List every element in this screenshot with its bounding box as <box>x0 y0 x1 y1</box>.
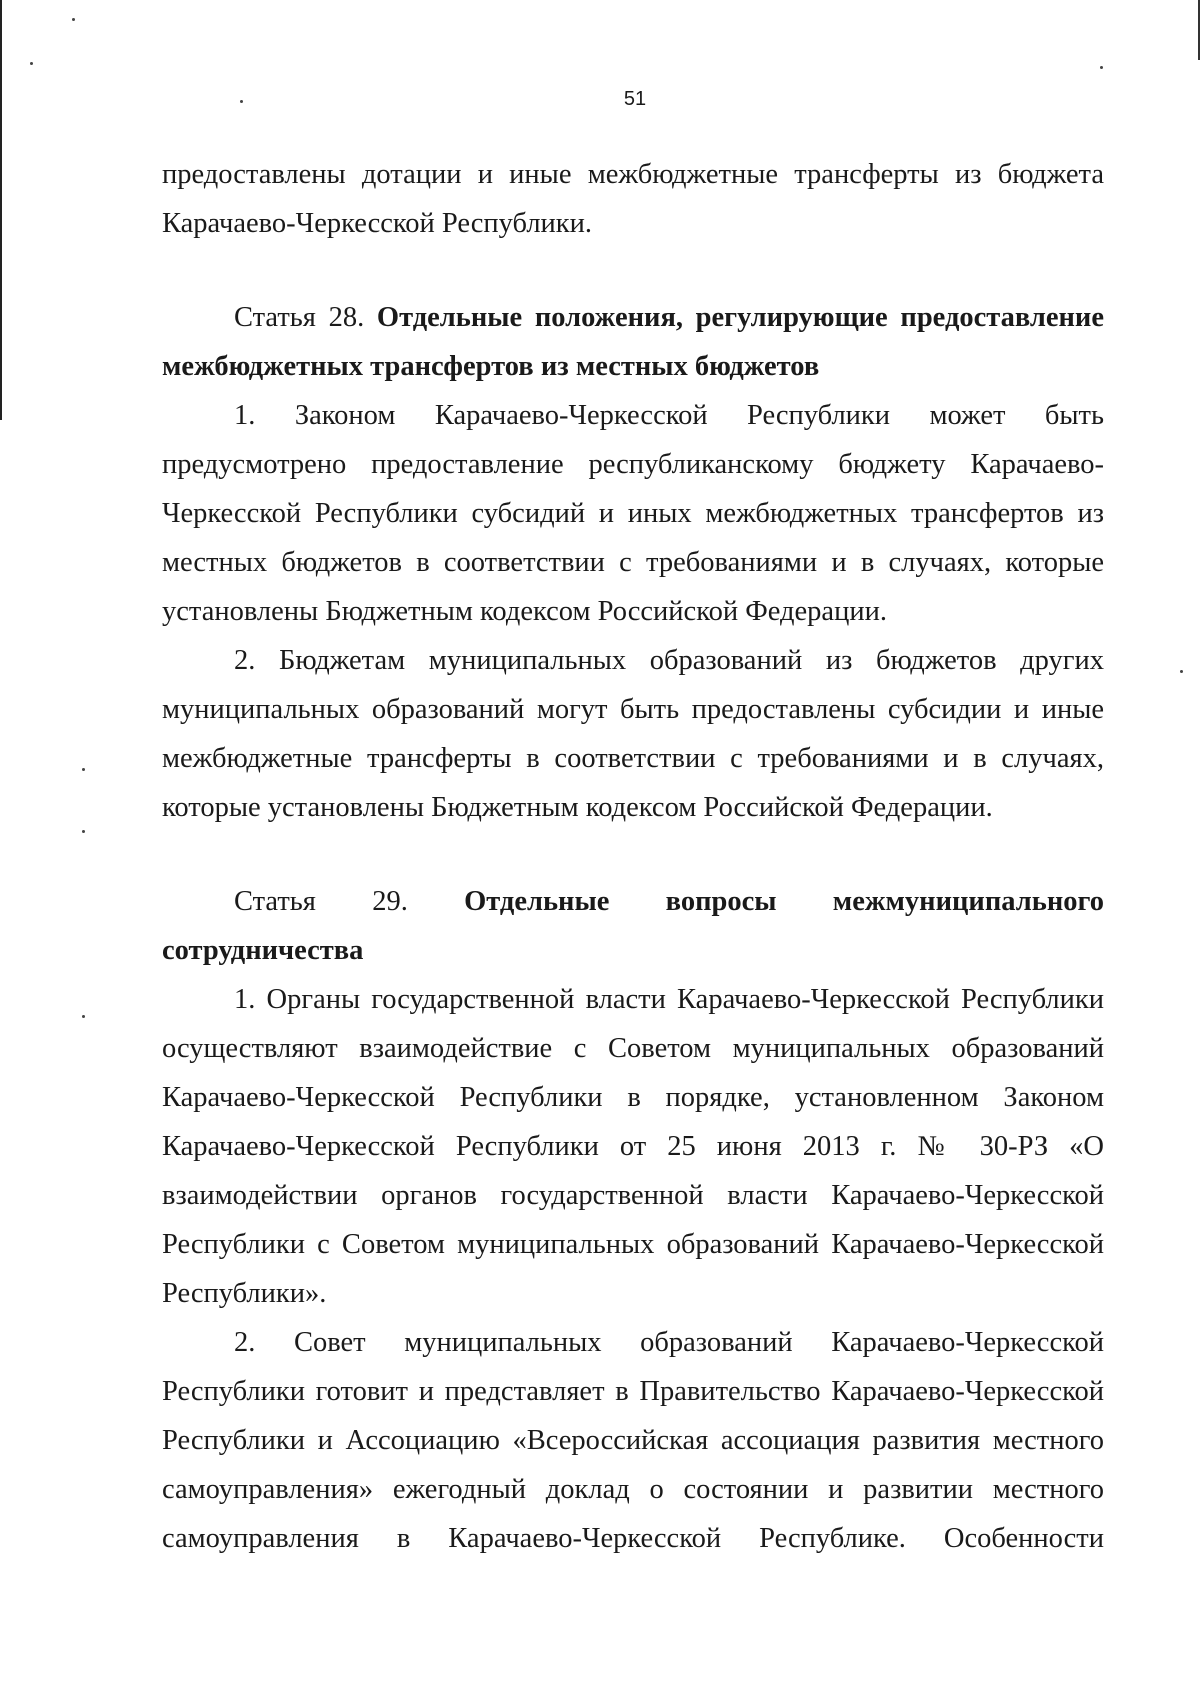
scan-speck <box>72 18 75 21</box>
scan-speck <box>82 830 85 833</box>
document-body <box>162 150 1104 1563</box>
spacer <box>162 832 1104 877</box>
article-29-title: Отдельные вопросы межмуниципального сотрудничества <box>162 886 1104 966</box>
scan-speck <box>1180 670 1183 673</box>
spacer <box>162 248 1104 293</box>
intro-paragraph: предоставлены дотации и иные межбюджетные трансферты из бюджета Карачаево-Черкесской Республики. <box>162 159 1104 239</box>
article-29-label: Статья 29. <box>234 886 408 917</box>
scan-speck <box>30 62 33 65</box>
article-28-paragraph-1: 1. Законом Карачаево-Черкесской Республики может быть предусмотрено предоставление республиканскому бюджету Карачаево-Черкесской Республики субсидий и иных межбюджетных трансфертов из местных бюджетов в соответствии с требованиями и в случаях, которые установлены Бюджетным кодексом Российской Федерации. <box>162 400 1104 627</box>
article-28-title: Отдельные положения, регулирующие предоставление межбюджетных трансфертов из местных бюджетов <box>162 302 1104 382</box>
article-29-paragraph-2: 2. Совет муниципальных образований Карачаево-Черкесской Республики готовит и представляет в Правительство Карачаево-Черкесской Республики и Ассоциацию «Всероссийская ассоциация развития местного самоуправления» ежегодный доклад о состоянии и развитии местного самоуправления в Карачаево-Черкесской Республике. Особенности <box>162 1327 1104 1554</box>
article-29-heading <box>162 877 1104 975</box>
article-29-paragraph-1: 1. Органы государственной власти Карачаево-Черкесской Республики осуществляют взаимодействие с Советом муниципальных образований Карачаево-Черкесской Республики в порядке, установленном Законом Карачаево-Черкесской Республики от 25 июня 2013 г. № 30-РЗ «О взаимодействии органов государственной власти Карачаево-Черкесской Республики с Советом муниципальных образований Карачаево-Черкесской Республики». <box>162 984 1104 1309</box>
article-28-label: Статья 28. <box>234 302 365 333</box>
page-number: 51 <box>623 88 647 110</box>
article-28-heading <box>162 293 1104 391</box>
scan-speck <box>82 768 85 771</box>
scan-speck <box>82 1015 85 1018</box>
article-28-paragraph-2: 2. Бюджетам муниципальных образований из бюджетов других муниципальных образований могут быть предоставлены субсидии и иные межбюджетные трансферты в соответствии с требованиями и в случаях, которые установлены Бюджетным кодексом Российской Федерации. <box>162 645 1104 823</box>
scan-speck <box>1100 66 1103 69</box>
scan-edge-left <box>0 0 2 420</box>
